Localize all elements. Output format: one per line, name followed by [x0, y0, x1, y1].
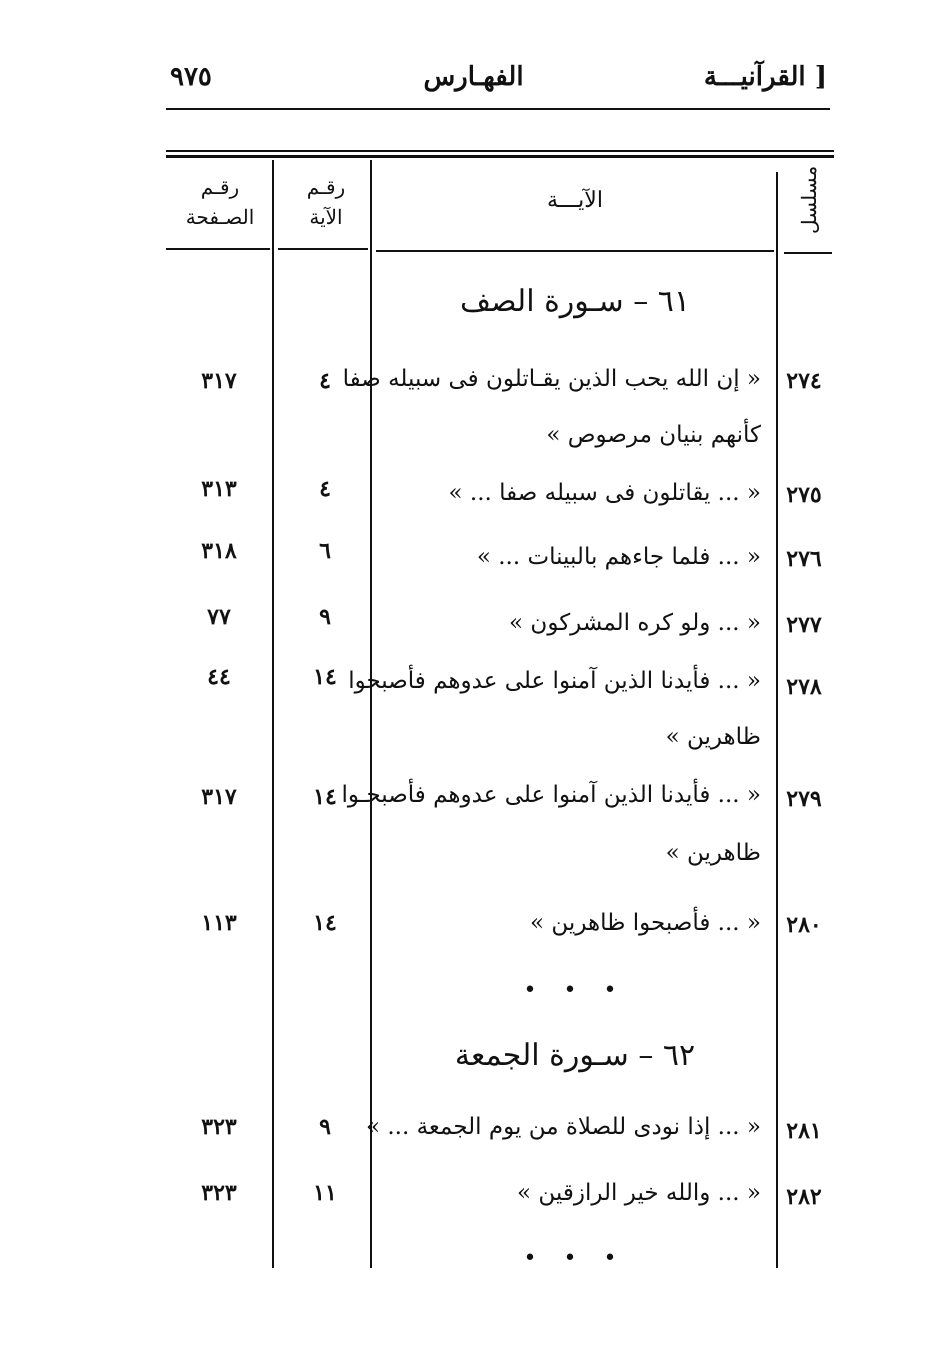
divider-verse-serial	[776, 172, 778, 1268]
col-head-ayah	[284, 172, 368, 232]
row-page-number: ٤٤	[207, 664, 231, 690]
verse-line: « ... فأيدنا الذين آمنوا على عدوهم فأصبحوا	[348, 668, 761, 694]
head-rule-left	[166, 248, 270, 250]
verse-line: ظاهرين »	[665, 840, 761, 866]
row-page-number: ٣١٨	[201, 538, 237, 564]
row-serial: ٢٨٠	[786, 912, 822, 938]
verse-line: « ... يقاتلون فى سبيله صفا ... »	[448, 480, 761, 506]
verse-line: « ... فلما جاءهم بالبينات ... »	[476, 544, 761, 570]
divider-page-ayah	[272, 160, 274, 1268]
row-page-number: ٣١٧	[201, 368, 237, 394]
row-ayah-number: ٦	[319, 538, 331, 564]
surah-title: ٦٢ – سـورة الجمعة	[454, 1038, 696, 1073]
row-ayah-number: ١٤	[313, 664, 337, 690]
col-head-serial: مسلسل	[797, 165, 821, 234]
col-head-verse: الآيـــة	[547, 188, 603, 213]
verse-line: « ... إذا نودى للصلاة من يوم الجمعة ... »	[365, 1114, 761, 1140]
row-serial: ٢٧٩	[786, 786, 822, 812]
row-serial: ٢٧٧	[786, 612, 822, 638]
table-top-rule	[166, 150, 834, 152]
row-serial: ٢٧٥	[786, 482, 822, 508]
row-ayah-number: ٩	[319, 604, 331, 630]
head-rule-right	[784, 252, 832, 254]
row-page-number: ٣٢٣	[201, 1114, 237, 1140]
row-ayah-number: ٩	[319, 1114, 331, 1140]
col-head-page	[170, 172, 270, 232]
section-separator: • • •	[523, 978, 627, 1003]
page-number: ٩٧٥	[170, 62, 212, 92]
row-serial: ٢٧٤	[786, 368, 822, 394]
section-separator: • • •	[523, 1246, 627, 1271]
row-page-number: ٣١٧	[201, 784, 237, 810]
header-rule	[166, 108, 830, 110]
head-rule-verse	[376, 250, 774, 252]
row-page-number: ٧٧	[207, 604, 231, 630]
section-heading: القرآنيـــة ]	[703, 62, 827, 92]
col-head-ayah-label: رقـم الآية	[306, 175, 346, 229]
verse-line: « ... فأيدنا الذين آمنوا على عدوهم فأصبحـوا	[341, 782, 761, 808]
verse-line: كأنهم بنيان مرصوص »	[546, 422, 761, 448]
verse-line: ظاهرين »	[665, 724, 761, 750]
surah-title: ٦١ – سـورة الصف	[459, 284, 691, 319]
col-head-page-label: رقـم الصـفحة	[185, 175, 255, 229]
row-serial: ٢٨١	[786, 1118, 822, 1144]
row-serial: ٢٧٦	[786, 546, 822, 572]
row-ayah-number: ٤	[319, 476, 331, 502]
row-serial: ٢٧٨	[786, 674, 822, 700]
verse-line: « إن الله يحب الذين يقـاتلون فى سبيله صفا	[342, 366, 761, 392]
row-page-number: ٣٢٣	[201, 1180, 237, 1206]
row-page-number: ١١٣	[201, 910, 237, 936]
row-serial: ٢٨٢	[786, 1184, 822, 1210]
row-ayah-number: ٤	[319, 368, 331, 394]
verse-line: « ... ولو كره المشركون »	[509, 610, 761, 636]
table-top-rule-2	[166, 155, 834, 158]
row-ayah-number: ١١	[313, 1180, 337, 1206]
verse-line: « ... فأصبحوا ظاهرين »	[530, 910, 761, 936]
row-ayah-number: ١٤	[313, 784, 337, 810]
row-page-number: ٣١٣	[201, 476, 237, 502]
running-title: الفهـارس	[423, 62, 524, 92]
head-rule-mid	[278, 248, 368, 250]
row-ayah-number: ١٤	[313, 910, 337, 936]
verse-line: « ... والله خير الرازقين »	[517, 1180, 761, 1206]
divider-ayah-verse	[370, 160, 372, 1268]
